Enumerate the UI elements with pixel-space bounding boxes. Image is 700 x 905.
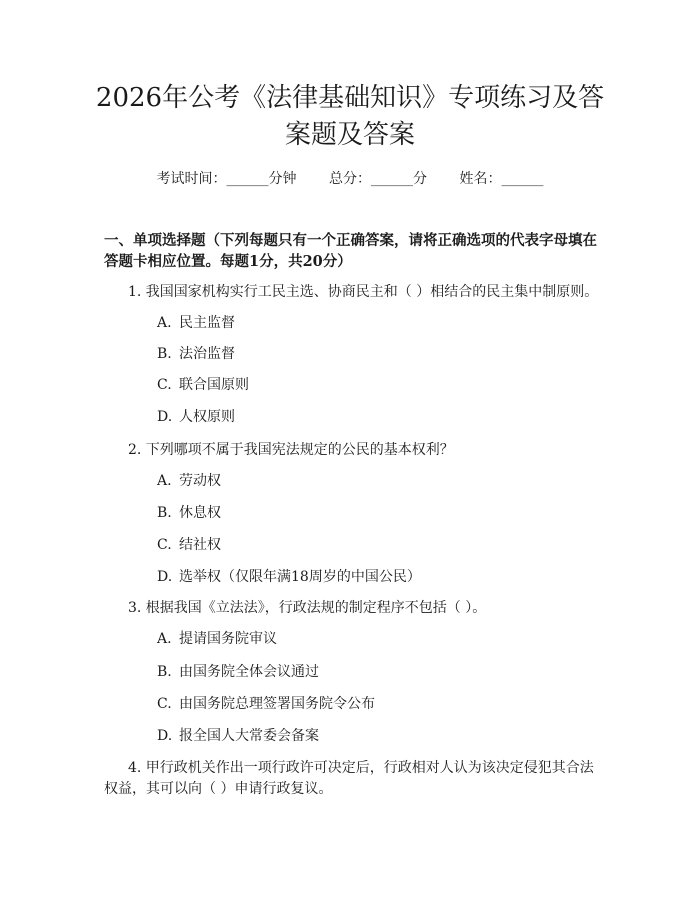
option-letter: D. — [157, 409, 173, 425]
option-letter: D. — [157, 728, 173, 744]
option-text: 法治监督 — [179, 346, 235, 362]
question-1-option-c — [157, 375, 249, 395]
option-letter: A. — [157, 473, 172, 489]
document-title: 2026年公考《法律基础知识》专项练习及答案题及答案 — [95, 83, 605, 150]
option-letter: B. — [157, 346, 172, 362]
question-3-option-d — [157, 726, 319, 746]
question-3-option-a — [157, 629, 277, 649]
name-field: 姓名：______ — [459, 171, 544, 187]
option-letter: A. — [157, 315, 172, 331]
option-text: 民主监督 — [179, 315, 235, 331]
option-letter: A. — [157, 631, 172, 647]
total-score-field: 总分：______分 — [329, 171, 427, 187]
question-1-option-d — [157, 407, 235, 427]
exam-time-field: 考试时间：______分钟 — [156, 171, 297, 187]
option-letter: B. — [157, 505, 172, 521]
question-3-option-c — [157, 694, 375, 714]
question-3-option-b — [157, 662, 319, 682]
question-2-option-d — [157, 567, 421, 587]
question-1-text: 1. 我国国家机构实行工民主选、协商民主和（ ）相结合的民主集中制原则。 — [128, 284, 599, 300]
question-4-text: 4. 甲行政机关作出一项行政许可决定后，行政相对人认为该决定侵犯其合法权益，其可以向（ ）申请行政复议。 — [104, 760, 594, 797]
option-letter: C. — [157, 696, 172, 712]
option-letter: B. — [157, 664, 172, 680]
option-text: 选举权（仅限年满18周岁的中国公民） — [179, 569, 421, 585]
option-letter: C. — [157, 377, 172, 393]
option-text: 结社权 — [179, 537, 221, 553]
question-2-option-b — [157, 503, 221, 523]
exam-info-line — [0, 168, 700, 188]
option-text: 劳动权 — [179, 473, 221, 489]
section-heading: 一、单项选择题（下列每题只有一个正确答案，请将正确选项的代表字母填在答题卡相应位置。每题1分，共20分） — [104, 232, 597, 270]
question-1-option-a — [157, 313, 235, 333]
question-2-option-c — [157, 535, 221, 555]
option-text: 由国务院总理签署国务院令公布 — [179, 696, 375, 712]
question-3-text: 3. 根据我国《立法法》，行政法规的制定程序不包括（ ）。 — [128, 600, 487, 616]
question-1-option-b — [157, 344, 235, 364]
option-text: 由国务院全体会议通过 — [179, 664, 319, 680]
option-letter: C. — [157, 537, 172, 553]
question-2-option-a — [157, 471, 221, 491]
option-text: 提请国务院审议 — [179, 631, 277, 647]
option-letter: D. — [157, 569, 173, 585]
option-text: 人权原则 — [179, 409, 235, 425]
question-2-text: 2. 下列哪项不属于我国宪法规定的公民的基本权利？ — [128, 442, 454, 458]
option-text: 联合国原则 — [179, 377, 249, 393]
option-text: 休息权 — [179, 505, 221, 521]
option-text: 报全国人大常委会备案 — [179, 728, 319, 744]
